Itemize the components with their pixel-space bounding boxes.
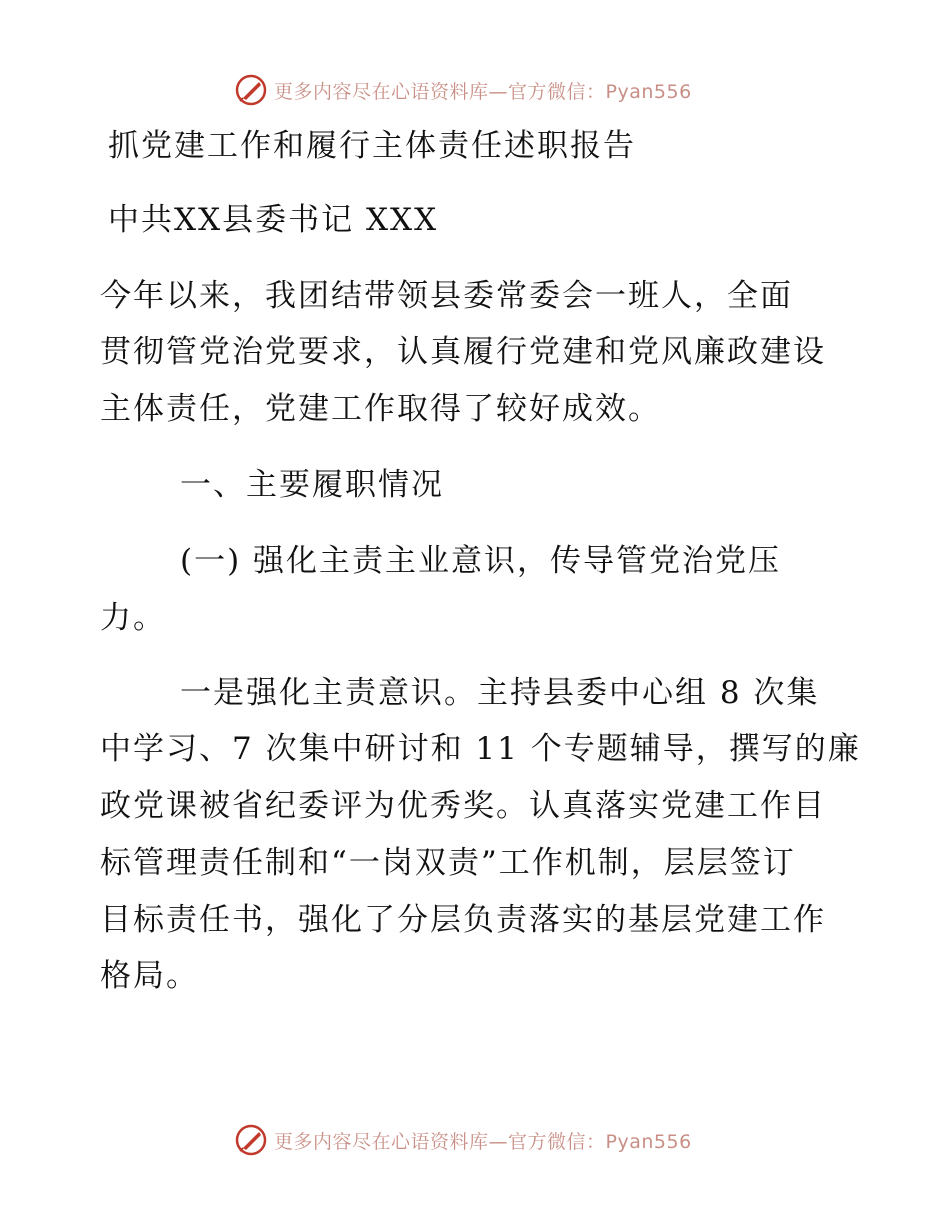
paragraph-line-1: 一是强化主责意识。主持县委中心组 8 次集	[180, 675, 820, 711]
document-title: 抓党建工作和履行主体责任述职报告	[108, 128, 636, 164]
intro-line-2: 贯彻管党治党要求，认真履行党建和党风廉政建设	[100, 334, 826, 370]
document-author: 中共XX县委书记 XXX	[108, 202, 439, 238]
subsection-heading-line-2: 力。	[100, 600, 166, 636]
quill-pen-logo-icon	[234, 1123, 268, 1157]
header-banner-text: 更多内容尽在心语资料库—官方微信：Pyan556	[274, 80, 692, 103]
intro-line-1: 今年以来，我团结带领县委常委会一班人，全面	[100, 278, 793, 314]
paragraph-line-5: 目标责任书，强化了分层负责落实的基层党建工作	[100, 902, 826, 938]
subsection-heading-line-1: (一) 强化主责主业意识，传导管党治党压	[180, 543, 782, 579]
header-banner[interactable]	[234, 72, 692, 108]
paragraph-line-4: 标管理责任制和“一岗双责”工作机制，层层签订	[100, 845, 796, 881]
section-heading: 一、主要履职情况	[180, 467, 444, 503]
paragraph-line-3: 政党课被省纪委评为优秀奖。认真落实党建工作目	[100, 788, 826, 824]
footer-banner-text: 更多内容尽在心语资料库—官方微信：Pyan556	[274, 1130, 692, 1153]
paragraph-line-6: 格局。	[100, 958, 199, 994]
footer-banner[interactable]	[234, 1122, 692, 1158]
intro-line-3: 主体责任，党建工作取得了较好成效。	[100, 391, 661, 427]
quill-pen-logo-icon	[234, 73, 268, 107]
paragraph-line-2: 中学习、7 次集中研讨和 11 个专题辅导，撰写的廉	[100, 731, 861, 767]
